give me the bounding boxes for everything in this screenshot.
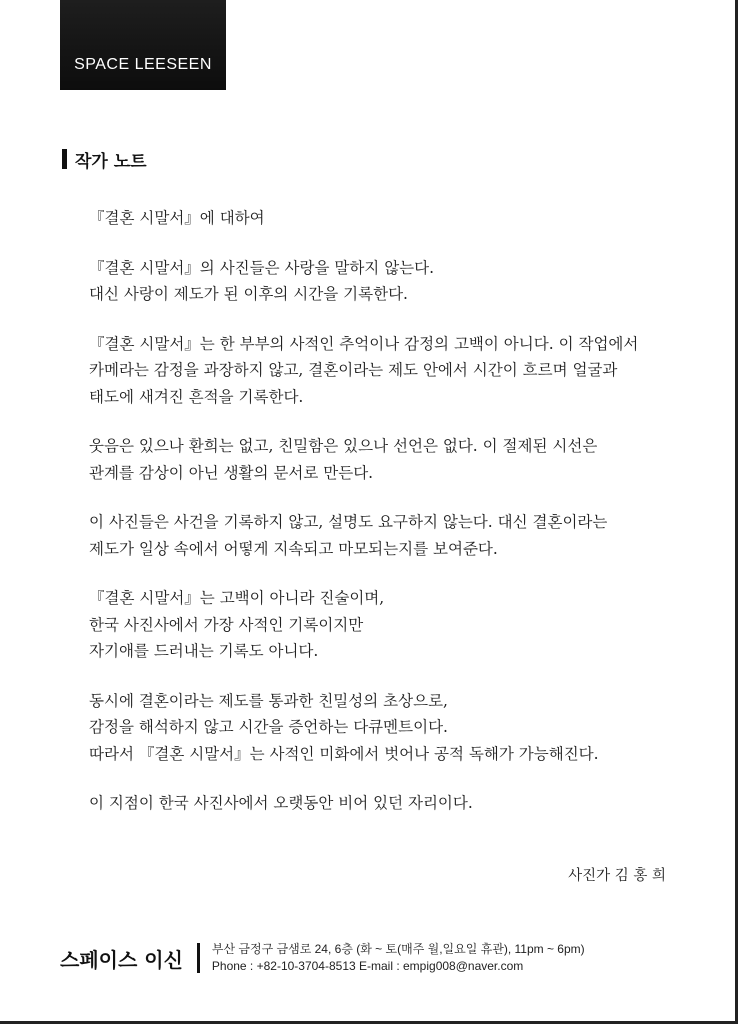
note-line: 관계를 감상이 아닌 생활의 문서로 만든다. [89,463,374,482]
note-line: 동시에 결혼이라는 제도를 통과한 친밀성의 초상으로, [89,691,448,710]
note-paragraph [89,509,709,562]
heading-title: 작가 노트 [75,151,147,172]
footer-brand: 스페이스 이신 [60,947,183,972]
note-line: 『결혼 시말서』는 한 부부의 사적인 추억이나 감정의 고백이 아니다. 이 작업에서 [89,334,639,353]
note-line: 카메라는 감정을 과장하지 않고, 결혼이라는 제도 안에서 시간이 흐르며 얼굴과 [89,361,618,379]
space-leeseen-logo [60,0,226,90]
note-line: 제도가 일상 속에서 어떻게 지속되고 마모되는지를 보여준다. [89,539,498,558]
note-paragraph [89,585,709,665]
footer-info [212,941,585,975]
note-paragraph [89,688,709,768]
note-paragraph [89,205,709,232]
note-line: 대신 사랑이 제도가 된 이후의 시간을 기록한다. [89,285,408,303]
note-paragraph [89,331,709,411]
footer-divider [197,943,200,973]
footer [60,938,585,978]
note-line: 감정을 해석하지 않고 시간을 증언하는 다큐멘트이다. [89,718,448,736]
footer-contact: Phone : +82-10-3704-8513 E-mail : empig008@naver.com [211,959,524,973]
logo-text: SPACE LEESEEN [74,56,212,73]
note-line: 한국 사진사에서 가장 사적인 기록이지만 [89,615,364,634]
note-paragraph [89,433,709,486]
note-line: 이 지점이 한국 사진사에서 오랫동안 비어 있던 자리이다. [89,794,473,812]
artist-note-body [89,205,709,840]
note-line: 『결혼 시말서』의 사진들은 사랑을 말하지 않는다. [89,258,435,277]
heading-bar [62,149,67,169]
note-paragraph [89,255,709,308]
signature: 사진가 김 홍 희 [568,868,666,884]
note-paragraph [89,790,709,817]
note-line: 『결혼 시말서』는 고백이 아니라 진술이며, [89,589,385,607]
note-line: 자기애를 드러내는 기록도 아니다. [89,642,319,660]
note-line: 따라서 『결혼 시말서』는 사적인 미화에서 벗어나 공적 독해가 가능해진다. [89,744,599,763]
note-line: 『결혼 시말서』에 대하여 [89,209,265,227]
note-line: 태도에 새겨진 흔적을 기록한다. [89,387,304,406]
section-heading [62,148,147,170]
note-line: 이 사진들은 사건을 기록하지 않고, 설명도 요구하지 않는다. 대신 결혼이라는 [89,513,608,531]
note-line: 웃음은 있으나 환희는 없고, 친밀함은 있으나 선언은 없다. 이 절제된 시선은 [89,437,598,455]
footer-address: 부산 금정구 금샘로 24, 6층 (화 ~ 토(매주 월,일요일 휴관), 11pm ~ 6pm) [211,942,585,956]
